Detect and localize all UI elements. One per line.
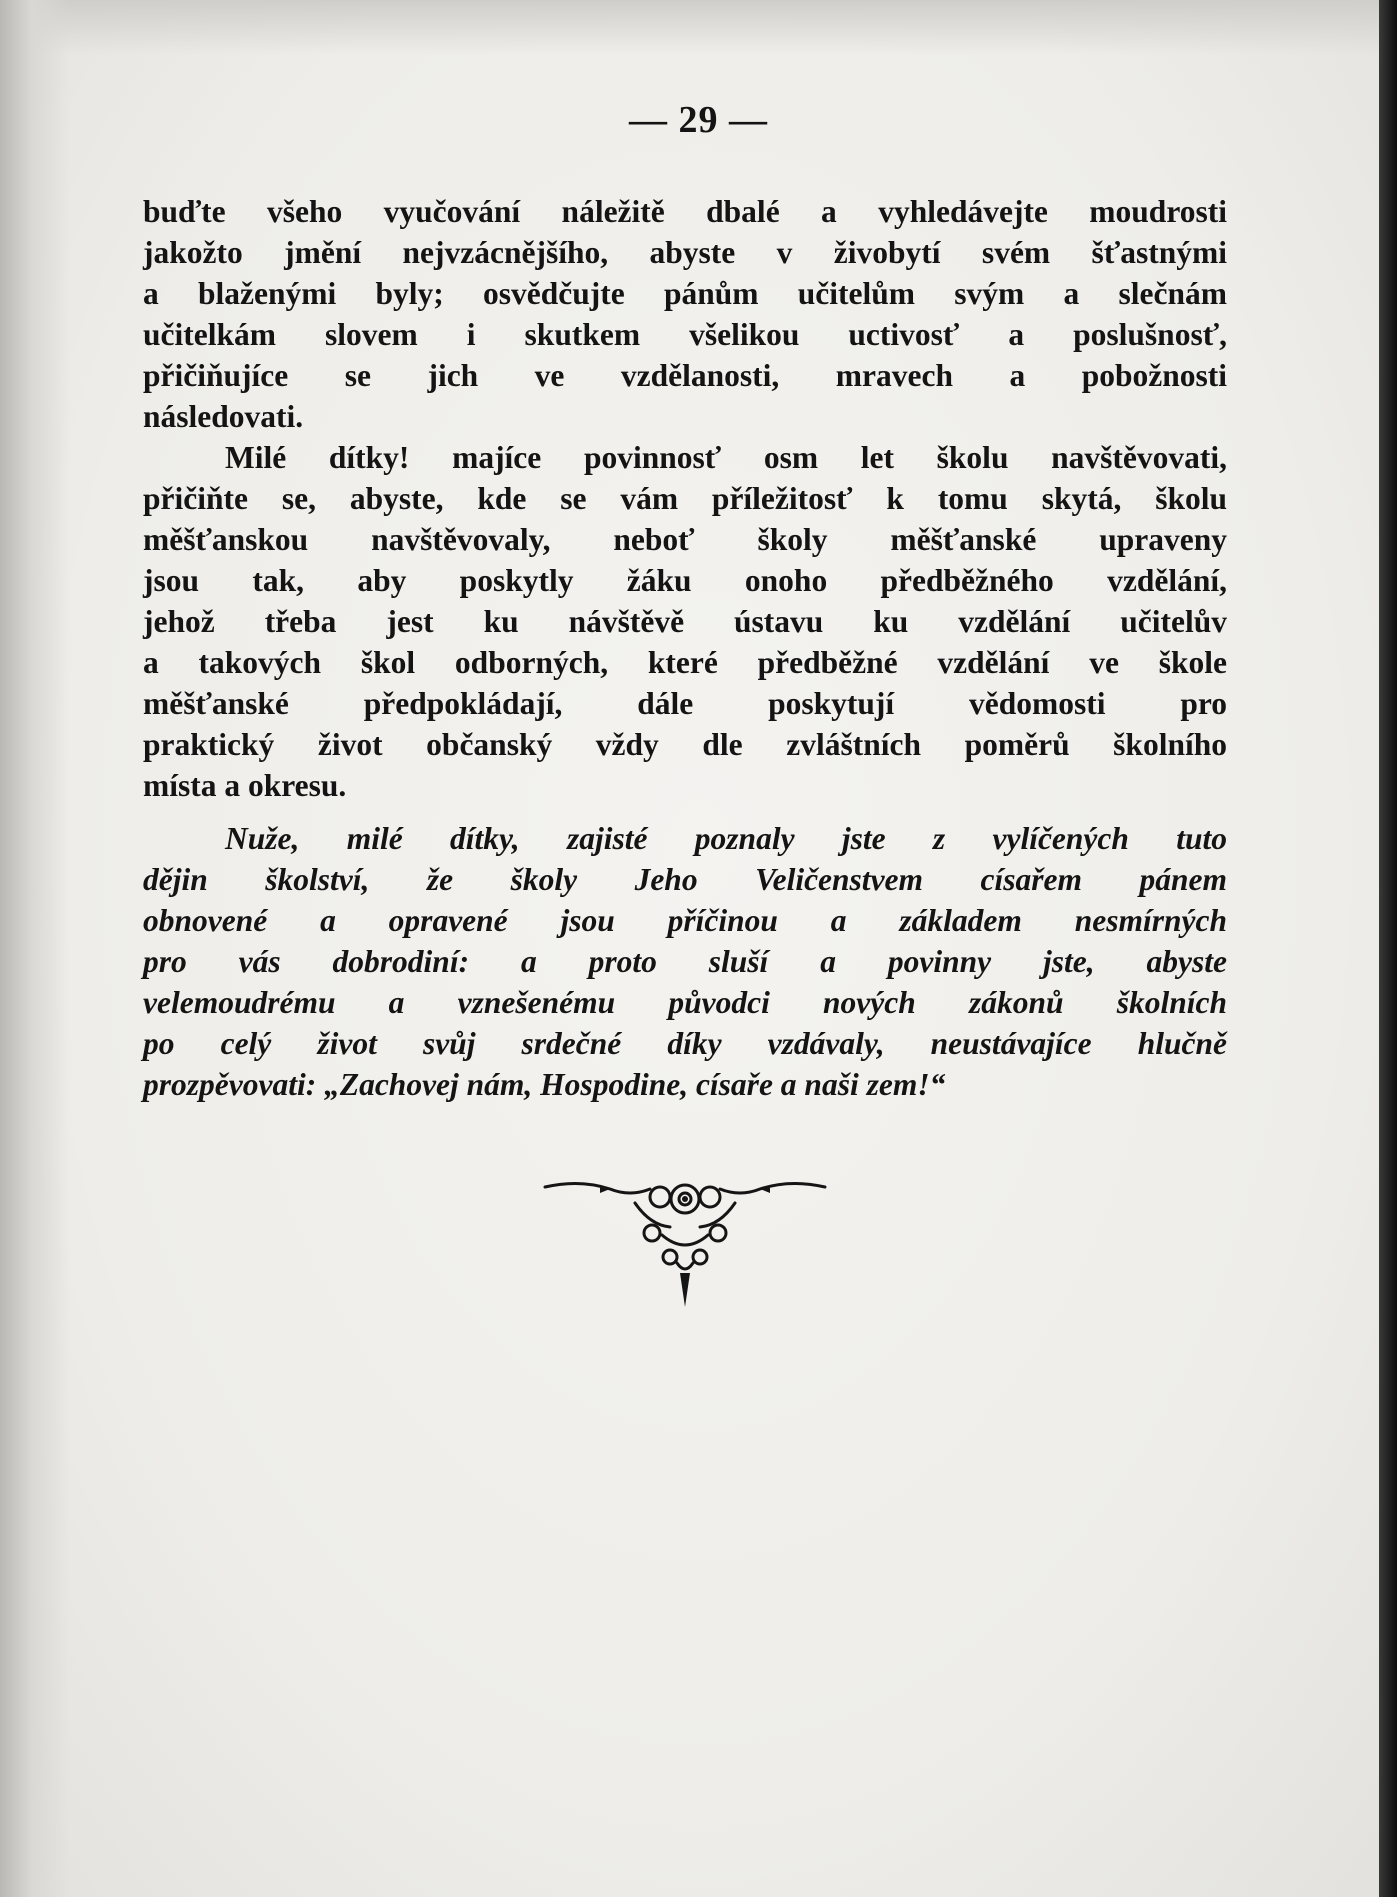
page-right-edge — [1379, 0, 1397, 1897]
text-line: po celý život svůj srdečné díky vzdávaly, neustávajíce hlučně — [143, 1026, 1227, 1061]
text-line: dějin školství, že školy Jeho Veličenstvem císařem pánem — [143, 862, 1227, 897]
text-line: pro vás dobrodiní: a proto sluší a povinny jste, abyste — [143, 944, 1227, 979]
paragraph-3 — [143, 818, 1227, 1105]
text-line: jehož třeba jest ku návštěvě ústavu ku vzdělání učitelův — [143, 604, 1227, 639]
text-line: Milé dítky! majíce povinnosť osm let školu navštěvovati, — [225, 440, 1227, 475]
paragraph-1 — [143, 191, 1227, 437]
text-line: prozpěvovati: „Zachovej nám, Hospodine, císaře a naši zem!“ — [143, 1067, 946, 1102]
text-line: měšťanskou navštěvovaly, neboť školy měšťanské upraveny — [143, 522, 1227, 557]
text-line: přičiňujíce se jich ve vzdělanosti, mravech a pobožnosti — [143, 358, 1227, 393]
page-top-shadow — [0, 0, 1397, 55]
text-line: Nuže, milé dítky, zajisté poznaly jste z vylíčených tuto — [225, 821, 1227, 856]
text-line: následovati. — [143, 399, 304, 434]
text-line: velemoudrému a vznešenému původci nových zákonů školních — [143, 985, 1227, 1020]
page-number: — 29 — — [629, 99, 768, 141]
text-line: praktický život občanský vždy dle zvláštních poměrů školního — [143, 727, 1227, 762]
page-left-shadow — [0, 0, 70, 1897]
text-line: a takových škol odborných, které předběžné vzdělání ve škole — [143, 645, 1227, 680]
text-line: přičiňte se, abyste, kde se vám příležitosť k tomu skytá, školu — [143, 481, 1227, 516]
text-line: místa a okresu. — [143, 768, 347, 803]
text-line: obnovené a opravené jsou příčinou a základem nesmírných — [143, 903, 1227, 938]
text-line: jakožto jmění nejvzácnějšího, abyste v živobytí svém šťastnými — [143, 235, 1227, 270]
text-line: učitelkám slovem i skutkem všelikou uctivosť a poslušnosť, — [143, 317, 1227, 352]
text-line: a blaženými byly; osvědčujte pánům učitelům svým a slečnám — [143, 276, 1227, 311]
ornament-vignette-icon — [540, 1175, 830, 1315]
text-line: buďte všeho vyučování náležitě dbalé a vyhledávejte moudrosti — [143, 194, 1227, 229]
text-line: jsou tak, aby poskytly žáku onoho předběžného vzdělání, — [143, 563, 1227, 598]
text-line: měšťanské předpokládají, dále poskytují vědomosti pro — [143, 686, 1227, 721]
paragraph-2 — [143, 437, 1227, 806]
